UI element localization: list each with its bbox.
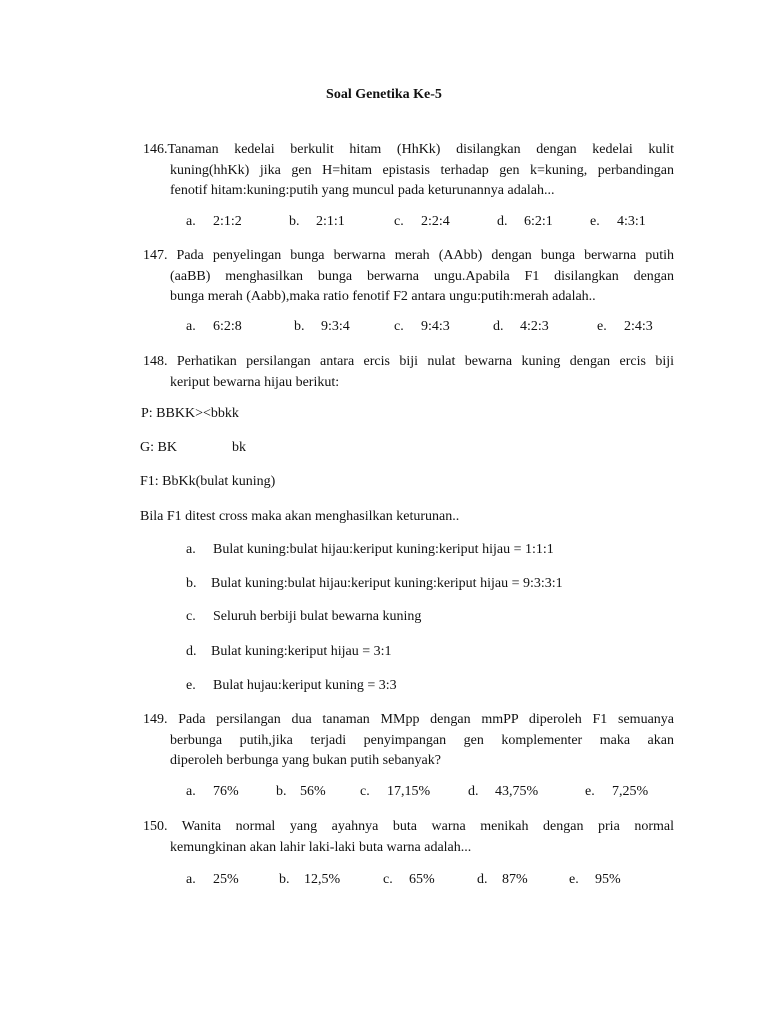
question-number: 146. [143, 142, 168, 157]
options-150 [0, 872, 768, 892]
question-text-line: Wanita normal yang ayahnya buta warna menikah dengan pria normal [167, 819, 674, 834]
option-a: a. Bulat kuning:bulat hijau:keriput kuning:keriput hijau = 1:1:1 [186, 542, 554, 557]
options-147 [0, 319, 768, 339]
option-d: d. 43,75% [468, 784, 539, 799]
question-text-line: Perhatikan persilangan antara ercis biji nulat bewarna kuning dengan ercis biji [167, 354, 674, 369]
parent-cross: P: BBKK><bbkk [141, 406, 239, 421]
question-149 [143, 710, 674, 772]
option-d: d. 87% [477, 872, 528, 887]
option-a: a. 76% [186, 784, 239, 799]
question-148 [143, 352, 674, 393]
gamete-value: bk [232, 440, 246, 455]
question-number: 149. [143, 712, 168, 727]
options-149 [0, 784, 768, 804]
question-text-line: Tanaman kedelai berkulit hitam (HhKk) disilangkan dengan kedelai kulit [167, 142, 674, 157]
option-b: b. 9:3:4 [294, 319, 350, 334]
question-number: 147. [143, 248, 168, 263]
option-e: e. Bulat hujau:keriput kuning = 3:3 [186, 678, 397, 693]
question-text-line: Pada persilangan dua tanaman MMpp dengan mmPP diperoleh F1 semuanya [167, 712, 674, 727]
options-146 [0, 214, 768, 234]
question-text-line: Pada penyelingan bunga berwarna merah (AAbb) dengan bunga berwarna putih [167, 248, 674, 263]
option-b: b. 12,5% [279, 872, 341, 887]
option-d: d. 4:2:3 [493, 319, 549, 334]
question-text-line: keriput bewarna hijau berikut: [170, 374, 340, 390]
option-b: b. 2:1:1 [289, 214, 345, 229]
option-c: c. 65% [383, 872, 435, 887]
question-text-line: (aaBB) menghasilkan bunga berwarna ungu.Apabila F1 disilangkan dengan [170, 268, 674, 284]
option-a: a. 6:2:8 [186, 319, 242, 334]
option-b: b. 56% [276, 784, 326, 799]
option-d: d. Bulat kuning:keriput hijau = 3:1 [186, 644, 392, 659]
question-text-line: kuning(hhKk) jika gen H=hitam epistasis terhadap gen k=kuning, perbandingan [170, 162, 674, 178]
option-c: c. 2:2:4 [394, 214, 450, 229]
option-d: d. 6:2:1 [497, 214, 553, 229]
option-e: e. 2:4:3 [597, 319, 653, 334]
option-e: e. 95% [569, 872, 621, 887]
question-text-line: bunga merah (Aabb),maka ratio fenotif F2 antara ungu:putih:merah adalah.. [170, 289, 596, 304]
option-b: b. Bulat kuning:bulat hijau:keriput kuning:keriput hijau = 9:3:3:1 [186, 576, 563, 591]
question-text-line: diperoleh berbunga yang bukan putih sebanyak? [170, 753, 441, 768]
option-a: a. 25% [186, 872, 239, 887]
option-c: c. Seluruh berbiji bulat bewarna kuning [186, 609, 422, 624]
option-a: a. 2:1:2 [186, 214, 242, 229]
page-title: Soal Genetika Ke-5 [326, 87, 442, 102]
option-c: c. 17,15% [360, 784, 431, 799]
option-e: e. 7,25% [585, 784, 649, 799]
question-text-line: fenotif hitam:kuning:putih yang muncul pada keturunannya adalah... [170, 183, 555, 198]
testcross-prompt: Bila F1 ditest cross maka akan menghasilkan keturunan.. [140, 509, 460, 524]
gamete-label: G: BK [140, 440, 177, 455]
question-text-line: berbunga putih,jika terjadi penyimpangan gen komplementer maka akan [170, 732, 674, 748]
f1-result: F1: BbKk(bulat kuning) [140, 474, 276, 489]
question-number: 150. [143, 819, 168, 834]
question-text-line: kemungkinan akan lahir laki-laki buta warna adalah... [170, 839, 472, 855]
question-146 [143, 140, 674, 202]
question-number: 148. [143, 354, 168, 369]
option-c: c. 9:4:3 [394, 319, 450, 334]
question-150 [143, 817, 674, 858]
option-e: e. 4:3:1 [590, 214, 646, 229]
question-147 [143, 246, 674, 308]
